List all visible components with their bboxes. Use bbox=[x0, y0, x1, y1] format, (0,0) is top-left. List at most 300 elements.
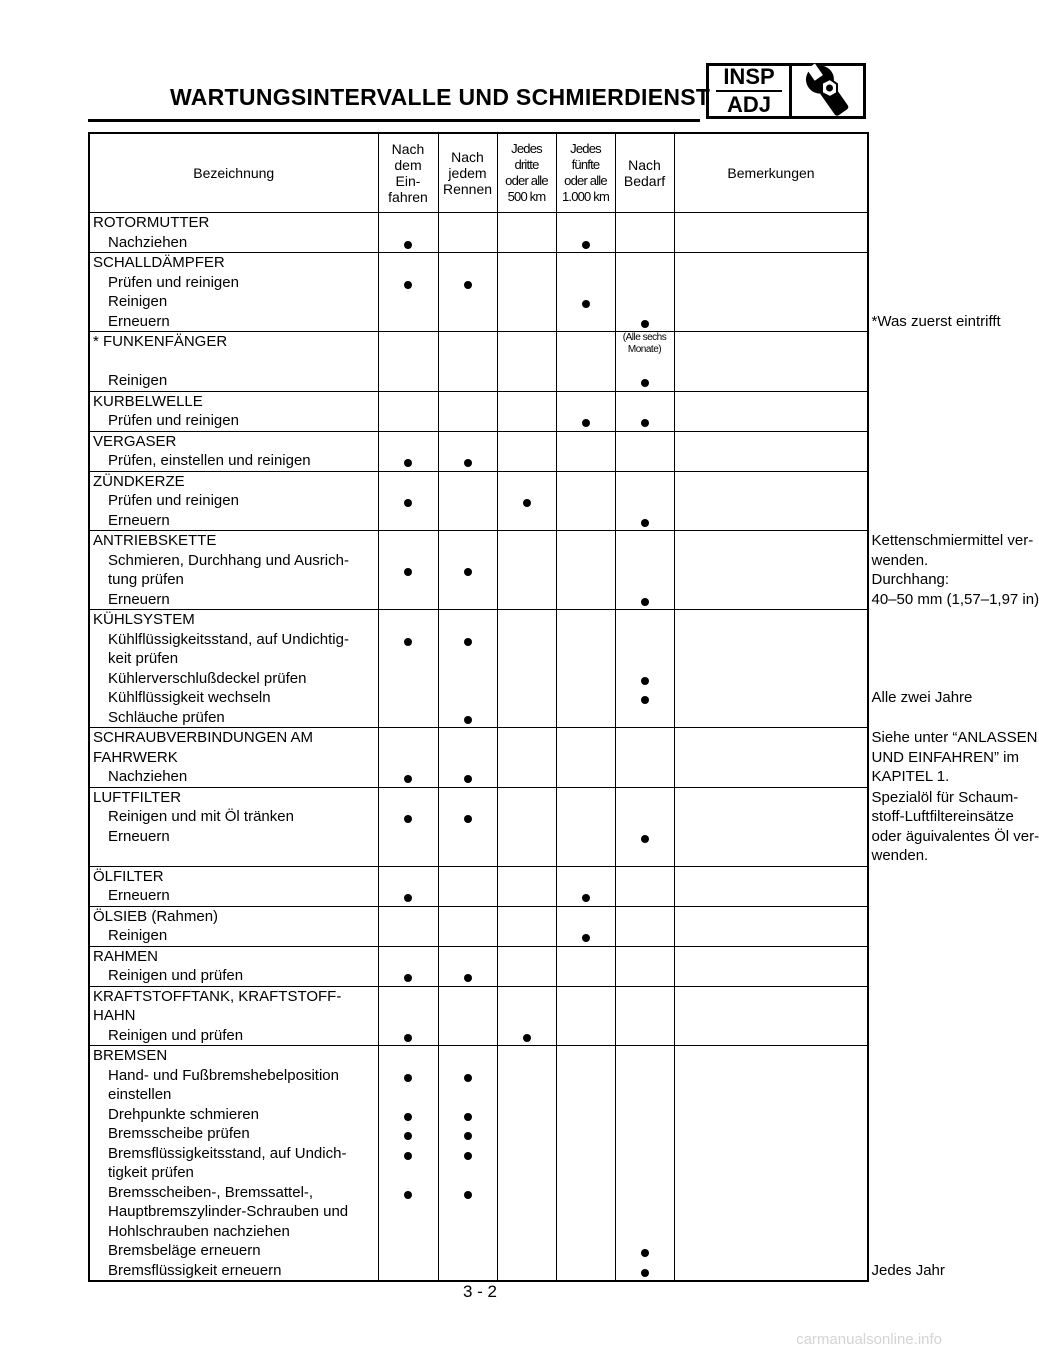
column-header-line: oder alle bbox=[564, 173, 607, 188]
interval-line bbox=[675, 1241, 868, 1261]
interval-cell bbox=[438, 391, 497, 431]
interval-line bbox=[675, 1085, 868, 1105]
interval-line bbox=[557, 827, 615, 847]
task-text: Erneuern bbox=[108, 511, 170, 529]
column-header-line: dritte bbox=[514, 157, 539, 172]
item-cell bbox=[89, 471, 378, 531]
interval-line bbox=[439, 1163, 497, 1183]
column-header bbox=[497, 133, 556, 213]
interval-line bbox=[498, 551, 556, 571]
interval-line bbox=[675, 531, 868, 551]
interval-cell bbox=[438, 332, 497, 392]
interval-line bbox=[498, 531, 556, 551]
interval-line bbox=[379, 1046, 438, 1066]
interval-line bbox=[498, 630, 556, 650]
interval-line bbox=[675, 669, 868, 689]
interval-cell bbox=[438, 986, 497, 1046]
interval-line bbox=[675, 748, 868, 768]
item-cell bbox=[89, 986, 378, 1046]
interval-line bbox=[616, 1046, 674, 1066]
check-dot bbox=[464, 1132, 472, 1140]
check-dot bbox=[582, 419, 590, 427]
interval-line bbox=[557, 312, 615, 332]
interval-line bbox=[675, 432, 868, 452]
component-name: * FUNKENFÄNGER bbox=[93, 333, 228, 350]
interval-cell bbox=[556, 213, 615, 253]
column-header bbox=[89, 133, 378, 213]
column-header-line: Ein- bbox=[395, 173, 421, 189]
component-name: ÖLFILTER bbox=[93, 867, 164, 885]
table-row: BREMSEN Hand- und Fußbremshebelposition einstellen Drehpunkte schmieren Bremsscheibe prüfen Bremsflüssigkeitsstand, auf Undich- tigkeit prüfen Bremsscheiben-, Bremssattel-, Hauptbremszylinder-Schrauben und Hohlschrauben nachziehen Bremsbeläge erneuern Bremsflüssigkeit erneuern Jedes Jahr bbox=[89, 1046, 868, 1282]
interval-line bbox=[675, 292, 868, 312]
interval-line bbox=[675, 1105, 868, 1125]
check-dot bbox=[404, 775, 412, 783]
interval-cell bbox=[674, 391, 868, 431]
check-dot bbox=[464, 974, 472, 982]
interval-line bbox=[675, 1006, 868, 1026]
interval-line bbox=[675, 273, 868, 293]
interval-line bbox=[557, 1124, 615, 1144]
interval-line bbox=[675, 1202, 868, 1222]
interval-cell bbox=[615, 332, 674, 392]
interval-line bbox=[498, 807, 556, 827]
interval-line bbox=[616, 846, 674, 866]
interval-line bbox=[616, 1085, 674, 1105]
interval-line bbox=[498, 987, 556, 1007]
interval-line bbox=[675, 511, 868, 531]
interval-line bbox=[379, 926, 438, 946]
table-row bbox=[89, 332, 868, 392]
interval-line bbox=[675, 610, 868, 630]
interval-line bbox=[439, 332, 497, 352]
interval-line bbox=[439, 432, 497, 452]
interval-cell bbox=[497, 471, 556, 531]
check-dot bbox=[464, 281, 472, 289]
interval-line bbox=[557, 649, 615, 669]
interval-line bbox=[498, 926, 556, 946]
interval-line bbox=[439, 846, 497, 866]
task-text: Bremsflüssigkeit erneuern bbox=[108, 1261, 282, 1279]
interval-line bbox=[439, 907, 497, 927]
interval-line bbox=[557, 1144, 615, 1164]
interval-line bbox=[379, 846, 438, 866]
interval-cell bbox=[378, 986, 438, 1046]
task-text: Reinigen und prüfen bbox=[108, 967, 244, 984]
interval-line bbox=[439, 1222, 497, 1242]
interval-line bbox=[675, 867, 868, 887]
component-name: KÜHLSYSTEM bbox=[93, 611, 195, 628]
task-text: Prüfen und reinigen bbox=[108, 492, 239, 509]
interval-line bbox=[616, 472, 674, 492]
interval-line bbox=[675, 947, 868, 967]
task-text: tung prüfen bbox=[108, 571, 184, 588]
interval-line bbox=[675, 213, 868, 233]
interval-line bbox=[616, 867, 674, 887]
interval-line bbox=[379, 610, 438, 630]
interval-cell bbox=[378, 906, 438, 946]
interval-line bbox=[557, 352, 615, 372]
interval-note-line: (Alle sechs bbox=[622, 332, 667, 343]
interval-cell bbox=[438, 471, 497, 531]
interval-line bbox=[439, 392, 497, 412]
interval-cell bbox=[497, 787, 556, 866]
interval-cell bbox=[556, 531, 615, 610]
interval-cell bbox=[378, 787, 438, 866]
interval-line bbox=[557, 728, 615, 748]
interval-line bbox=[498, 1261, 556, 1281]
interval-line bbox=[616, 491, 674, 511]
interval-cell bbox=[438, 610, 497, 728]
interval-line bbox=[616, 1144, 674, 1164]
watermark: carmanualsonline.info bbox=[796, 1331, 942, 1348]
interval-line bbox=[616, 1026, 674, 1046]
interval-line bbox=[616, 253, 674, 273]
task-text: Nachziehen bbox=[108, 233, 188, 251]
interval-line bbox=[498, 292, 556, 312]
interval-line bbox=[557, 907, 615, 927]
interval-line bbox=[439, 688, 497, 708]
interval-line bbox=[498, 748, 556, 768]
task-text: tigkeit prüfen bbox=[108, 1164, 194, 1181]
interval-cell bbox=[497, 986, 556, 1046]
interval-line bbox=[498, 708, 556, 728]
table-row bbox=[89, 866, 868, 906]
interval-line bbox=[379, 649, 438, 669]
interval-line bbox=[379, 511, 438, 531]
interval-line bbox=[616, 708, 674, 728]
interval-cell bbox=[615, 986, 674, 1046]
interval-cell bbox=[674, 332, 868, 392]
interval-line bbox=[498, 728, 556, 748]
interval-cell bbox=[674, 986, 868, 1046]
interval-line bbox=[616, 273, 674, 293]
item-cell bbox=[89, 906, 378, 946]
task-text: Reinigen und prüfen bbox=[108, 1026, 244, 1044]
interval-cell bbox=[615, 787, 674, 866]
interval-cell bbox=[438, 728, 497, 788]
interval-cell bbox=[615, 253, 674, 332]
interval-line bbox=[675, 987, 868, 1007]
interval-line bbox=[379, 1163, 438, 1183]
interval-line bbox=[439, 233, 497, 253]
check-dot bbox=[582, 300, 590, 308]
task-text: Bremsflüssigkeitsstand, auf Undich- bbox=[108, 1144, 347, 1162]
interval-cell bbox=[438, 531, 497, 610]
interval-line bbox=[498, 332, 556, 352]
interval-line bbox=[379, 253, 438, 273]
task-text: Prüfen und reinigen bbox=[108, 273, 239, 291]
interval-line bbox=[439, 867, 497, 887]
interval-line bbox=[498, 788, 556, 808]
check-dot bbox=[404, 281, 412, 289]
check-dot bbox=[404, 241, 412, 249]
interval-line bbox=[675, 551, 868, 571]
interval-line bbox=[675, 767, 868, 787]
interval-line bbox=[675, 807, 868, 827]
interval-line bbox=[616, 1183, 674, 1203]
column-header-line: Rennen bbox=[442, 181, 493, 197]
interval-line bbox=[616, 630, 674, 650]
interval-line bbox=[379, 688, 438, 708]
interval-line bbox=[498, 1241, 556, 1261]
interval-line bbox=[498, 1085, 556, 1105]
interval-line bbox=[616, 213, 674, 233]
interval-line bbox=[379, 669, 438, 689]
interval-line bbox=[616, 1163, 674, 1183]
interval-line bbox=[498, 511, 556, 531]
column-header bbox=[615, 133, 674, 213]
interval-cell bbox=[438, 946, 497, 986]
check-dot bbox=[464, 775, 472, 783]
column-header bbox=[674, 133, 868, 213]
interval-line bbox=[439, 827, 497, 847]
interval-cell bbox=[556, 253, 615, 332]
interval-line bbox=[379, 1085, 438, 1105]
interval-line bbox=[675, 253, 868, 273]
check-dot bbox=[464, 1113, 472, 1121]
interval-line bbox=[616, 1202, 674, 1222]
check-dot bbox=[582, 241, 590, 249]
interval-line bbox=[616, 1222, 674, 1242]
interval-line bbox=[439, 947, 497, 967]
interval-line bbox=[616, 947, 674, 967]
interval-line bbox=[616, 649, 674, 669]
interval-line bbox=[557, 213, 615, 233]
interval-line bbox=[675, 411, 868, 431]
interval-line bbox=[616, 728, 674, 748]
interval-line bbox=[557, 846, 615, 866]
interval-line bbox=[557, 590, 615, 610]
interval-cell bbox=[556, 1046, 615, 1282]
interval-note-line: Monate) bbox=[627, 344, 662, 355]
interval-line bbox=[557, 1006, 615, 1026]
interval-line bbox=[557, 688, 615, 708]
check-dot bbox=[641, 677, 649, 685]
interval-line bbox=[439, 886, 497, 906]
check-dot bbox=[464, 815, 472, 823]
column-header-line: jedem bbox=[448, 165, 487, 181]
check-dot bbox=[404, 1034, 412, 1042]
interval-line bbox=[498, 233, 556, 253]
interval-line bbox=[379, 827, 438, 847]
interval-cell bbox=[497, 332, 556, 392]
interval-line bbox=[379, 987, 438, 1007]
interval-line bbox=[616, 886, 674, 906]
check-dot bbox=[464, 568, 472, 576]
task-text: Prüfen und reinigen bbox=[108, 412, 239, 429]
interval-line bbox=[675, 1163, 868, 1183]
interval-line bbox=[379, 1006, 438, 1026]
interval-line bbox=[557, 1085, 615, 1105]
interval-line bbox=[557, 1046, 615, 1066]
interval-line bbox=[557, 551, 615, 571]
column-header bbox=[378, 133, 438, 213]
check-dot bbox=[582, 934, 590, 942]
item-cell bbox=[89, 1046, 378, 1282]
interval-line bbox=[675, 966, 868, 986]
interval-line bbox=[675, 630, 868, 650]
interval-line bbox=[675, 472, 868, 492]
interval-line bbox=[557, 947, 615, 967]
interval-line bbox=[616, 432, 674, 452]
interval-line bbox=[557, 491, 615, 511]
interval-line bbox=[498, 371, 556, 391]
interval-cell bbox=[615, 531, 674, 610]
interval-line bbox=[498, 1124, 556, 1144]
column-header-line: 500 km bbox=[507, 189, 546, 204]
interval-cell bbox=[378, 471, 438, 531]
column-header bbox=[438, 133, 497, 213]
interval-cell bbox=[674, 866, 868, 906]
interval-line bbox=[498, 767, 556, 787]
interval-line bbox=[557, 1183, 615, 1203]
check-dot bbox=[404, 459, 412, 467]
task-text: Bremsbeläge erneuern bbox=[108, 1242, 261, 1259]
task-text: Erneuern bbox=[108, 590, 170, 608]
interval-line bbox=[439, 551, 497, 571]
interval-line bbox=[675, 886, 868, 906]
task-text: Erneuern bbox=[108, 827, 170, 845]
interval-cell bbox=[497, 946, 556, 986]
interval-cell bbox=[674, 531, 868, 610]
interval-line bbox=[675, 332, 868, 352]
interval-cell bbox=[674, 1046, 868, 1282]
wrench-nut-icon bbox=[792, 66, 863, 116]
interval-cell bbox=[378, 946, 438, 986]
interval-line bbox=[498, 907, 556, 927]
interval-line bbox=[616, 987, 674, 1007]
interval-line bbox=[616, 767, 674, 787]
item-cell bbox=[89, 946, 378, 986]
interval-line bbox=[557, 273, 615, 293]
interval-line bbox=[498, 649, 556, 669]
interval-cell bbox=[497, 531, 556, 610]
interval-line bbox=[616, 907, 674, 927]
interval-cell bbox=[378, 391, 438, 431]
interval-line bbox=[616, 610, 674, 630]
column-header-line: Jedes bbox=[511, 141, 542, 156]
interval-line bbox=[498, 1202, 556, 1222]
interval-cell bbox=[378, 610, 438, 728]
interval-line bbox=[379, 1261, 438, 1281]
badge-top-label: INSP bbox=[723, 64, 775, 89]
interval-cell bbox=[378, 332, 438, 392]
interval-line bbox=[498, 827, 556, 847]
interval-line bbox=[557, 669, 615, 689]
column-header-line: Bezeichnung bbox=[193, 165, 275, 181]
check-dot bbox=[464, 1152, 472, 1160]
interval-line bbox=[379, 1222, 438, 1242]
component-name: ROTORMUTTER bbox=[93, 214, 210, 231]
interval-line bbox=[557, 570, 615, 590]
check-dot bbox=[404, 499, 412, 507]
check-dot bbox=[641, 419, 649, 427]
component-name: LUFTFILTER bbox=[93, 788, 182, 806]
interval-line bbox=[616, 966, 674, 986]
table-row bbox=[89, 471, 868, 531]
check-dot bbox=[404, 638, 412, 646]
column-header-line: 1.000 km bbox=[561, 189, 610, 204]
interval-cell bbox=[497, 728, 556, 788]
interval-line bbox=[616, 788, 674, 808]
interval-cell bbox=[615, 431, 674, 471]
interval-line bbox=[616, 926, 674, 946]
interval-line bbox=[379, 1202, 438, 1222]
interval-line bbox=[439, 491, 497, 511]
check-dot bbox=[404, 1074, 412, 1082]
interval-line bbox=[557, 253, 615, 273]
interval-cell bbox=[556, 946, 615, 986]
interval-line bbox=[675, 392, 868, 412]
interval-line bbox=[557, 1163, 615, 1183]
interval-line bbox=[439, 352, 497, 372]
interval-line bbox=[379, 292, 438, 312]
interval-line bbox=[498, 352, 556, 372]
column-header-line: Jedes bbox=[570, 141, 601, 156]
interval-line bbox=[439, 1026, 497, 1046]
interval-line bbox=[675, 352, 868, 372]
interval-note bbox=[623, 332, 666, 356]
interval-line bbox=[498, 846, 556, 866]
interval-line bbox=[498, 411, 556, 431]
interval-cell bbox=[556, 986, 615, 1046]
interval-line bbox=[557, 1202, 615, 1222]
interval-line bbox=[557, 371, 615, 391]
task-text: Schmieren, Durchhang und Ausrich- bbox=[108, 551, 349, 569]
interval-line bbox=[379, 728, 438, 748]
interval-line bbox=[616, 1066, 674, 1086]
interval-line bbox=[439, 292, 497, 312]
interval-line bbox=[439, 788, 497, 808]
item-cell bbox=[89, 213, 378, 253]
interval-line bbox=[675, 846, 868, 866]
maintenance-table bbox=[88, 132, 1039, 1282]
interval-line bbox=[675, 233, 868, 253]
interval-line bbox=[439, 610, 497, 630]
interval-line bbox=[439, 511, 497, 531]
column-header-line: fünfte bbox=[571, 157, 600, 172]
interval-cell bbox=[497, 906, 556, 946]
page-number: 3 - 2 bbox=[462, 1282, 498, 1301]
interval-line bbox=[675, 1046, 868, 1066]
interval-line bbox=[675, 1261, 868, 1281]
item-cell bbox=[89, 391, 378, 431]
interval-line bbox=[379, 1241, 438, 1261]
interval-line bbox=[498, 669, 556, 689]
interval-line bbox=[557, 767, 615, 787]
interval-line bbox=[379, 867, 438, 887]
interval-line bbox=[616, 1006, 674, 1026]
interval-line bbox=[439, 1241, 497, 1261]
interval-line bbox=[675, 1124, 868, 1144]
interval-cell bbox=[556, 866, 615, 906]
interval-line bbox=[379, 312, 438, 332]
interval-line bbox=[439, 1202, 497, 1222]
component-name: SCHALLDÄMPFER bbox=[93, 254, 225, 271]
check-dot bbox=[641, 835, 649, 843]
interval-cell bbox=[438, 906, 497, 946]
interval-line bbox=[379, 788, 438, 808]
component-name: VERGASER bbox=[93, 432, 177, 450]
interval-cell bbox=[378, 728, 438, 788]
page-title: WARTUNGSINTERVALLE UND SCHMIERDIENST bbox=[170, 84, 711, 110]
title-rule bbox=[88, 119, 700, 122]
interval-line bbox=[439, 1046, 497, 1066]
interval-line bbox=[498, 570, 556, 590]
interval-line bbox=[675, 1144, 868, 1164]
interval-cell bbox=[615, 906, 674, 946]
interval-cell bbox=[674, 253, 868, 332]
